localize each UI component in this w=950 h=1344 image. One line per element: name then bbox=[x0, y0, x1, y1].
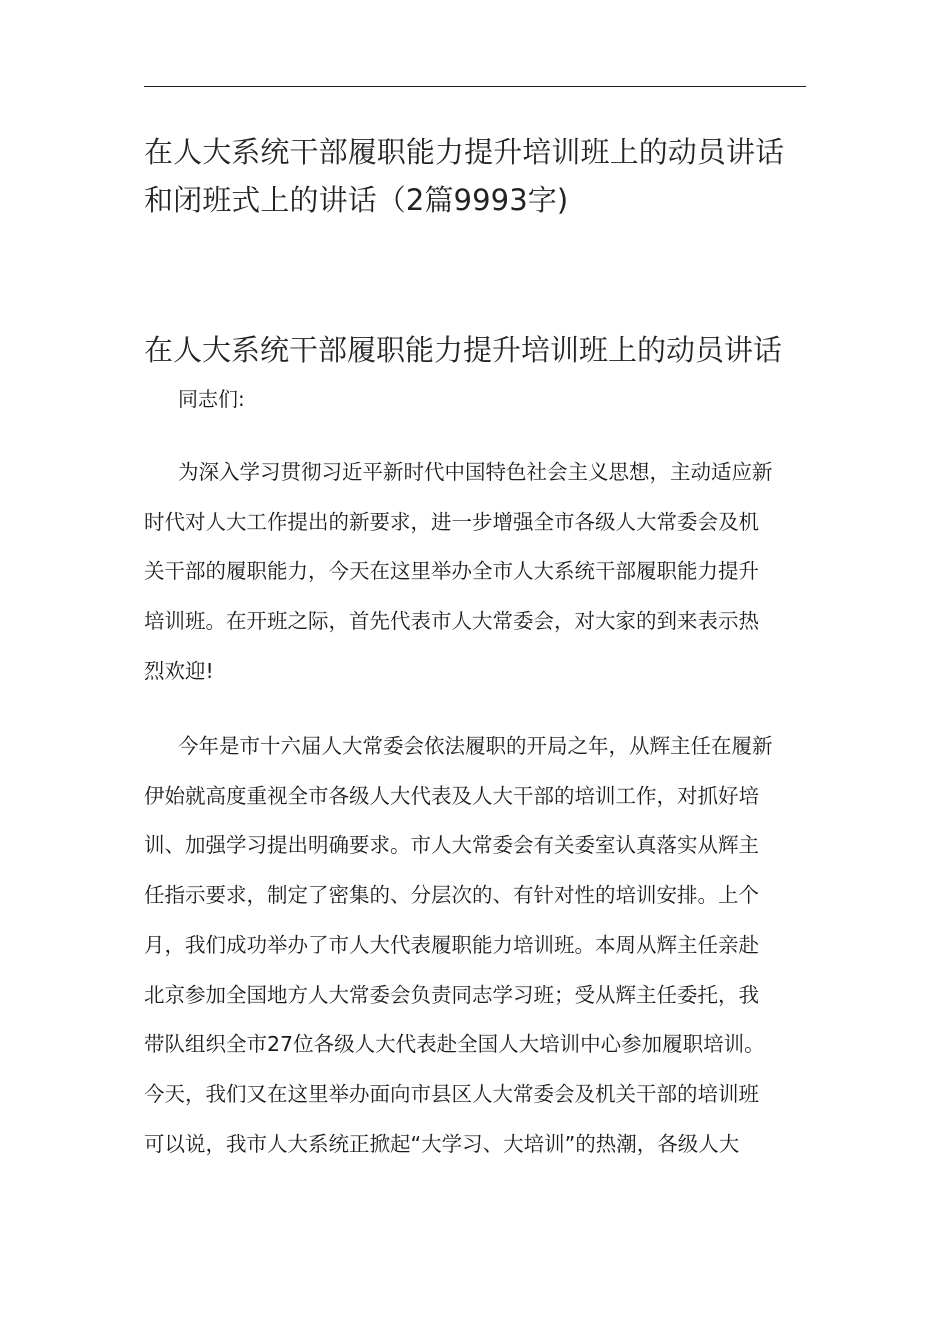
salutation: 同志们: bbox=[178, 387, 245, 411]
paragraph-line: 时代对人大工作提出的新要求，进一步增强全市各级人大常委会及机 bbox=[144, 509, 759, 534]
document-title: 在人大系统干部履职能力提升培训班上的动员讲话和闭班式上的讲话（2篇9993字) bbox=[144, 135, 785, 217]
paragraph-line: 带队组织全市27位各级人大代表赴全国人大培训中心参加履职培训。 bbox=[144, 1032, 765, 1057]
paragraph-1 bbox=[144, 448, 806, 697]
paragraph-line: 可以说，我市人大系统正掀起“大学习、大培训”的热潮，各级人大 bbox=[144, 1131, 740, 1156]
paragraph-line: 今年是市十六届人大常委会依法履职的开局之年，从辉主任在履新 bbox=[178, 734, 773, 758]
header-rule bbox=[144, 86, 806, 87]
paragraph-line: 烈欢迎! bbox=[144, 658, 214, 683]
section-heading: 在人大系统干部履职能力提升培训班上的动员讲话 bbox=[144, 333, 783, 367]
paragraph-line: 任指示要求，制定了密集的、分层次的、有针对性的培训安排。上个 bbox=[144, 883, 759, 908]
paragraph-line: 今天，我们又在这里举办面向市县区人大常委会及机关干部的培训班 bbox=[144, 1081, 759, 1106]
paragraph-line: 伊始就高度重视全市各级人大代表及人大干部的培训工作，对抓好培 bbox=[144, 783, 759, 808]
paragraph-line: 月，我们成功举办了市人大代表履职能力培训班。本周从辉主任亲赴 bbox=[144, 932, 759, 957]
paragraph-2 bbox=[144, 722, 806, 1169]
paragraph-line: 为深入学习贯彻习近平新时代中国特色社会主义思想，主动适应新 bbox=[178, 460, 773, 484]
paragraph-line: 训、加强学习提出明确要求。市人大常委会有关委室认真落实从辉主 bbox=[144, 833, 759, 858]
document-page bbox=[144, 0, 806, 1344]
paragraph-line: 关干部的履职能力，今天在这里举办全市人大系统干部履职能力提升 bbox=[144, 559, 759, 584]
paragraph-line: 培训班。在开班之际，首先代表市人大常委会，对大家的到来表示热 bbox=[144, 609, 759, 634]
paragraph-line: 北京参加全国地方人大常委会负责同志学习班；受从辉主任委托，我 bbox=[144, 982, 759, 1007]
